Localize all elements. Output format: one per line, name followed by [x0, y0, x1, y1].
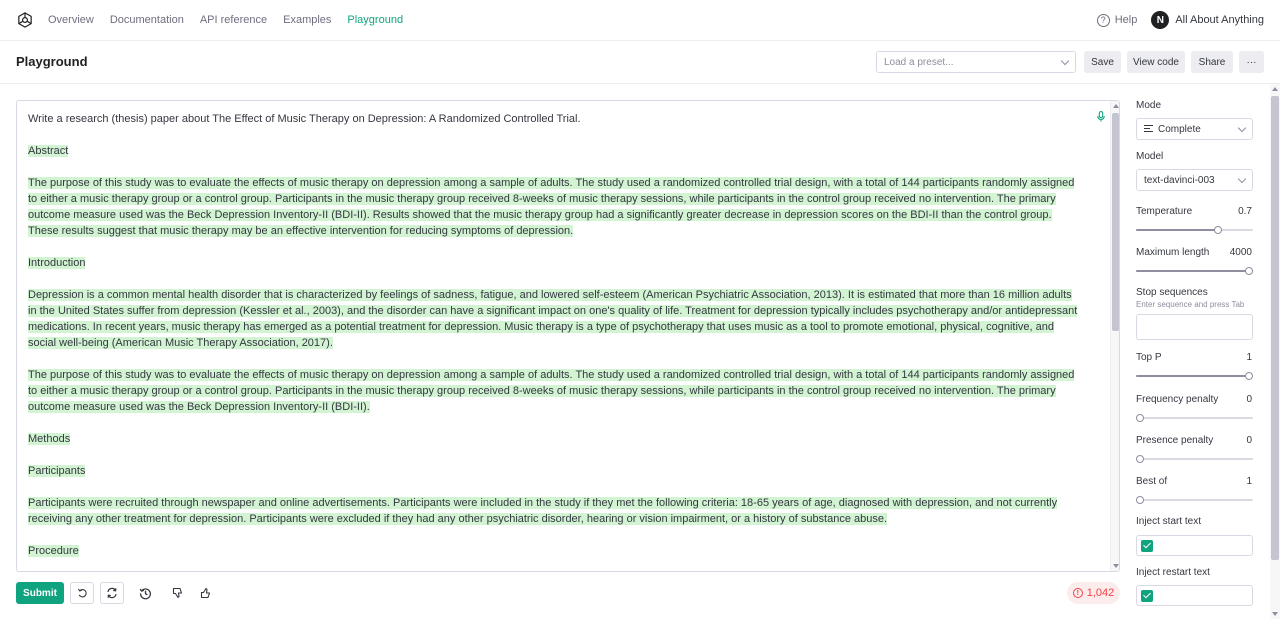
nav-links [48, 0, 403, 40]
save-button[interactable]: Save [1084, 51, 1121, 73]
chevron-down-icon [1061, 56, 1069, 64]
slider-fill [1136, 229, 1218, 231]
editor-paragraph [28, 175, 1080, 239]
prompt-text: Write a research (thesis) paper about The Effect of Music Therapy on Depression: A Randomized Controlled Trial. [28, 113, 581, 125]
inject-start-field[interactable] [1136, 535, 1253, 556]
avatar: N [1151, 11, 1169, 29]
top-p-slider[interactable] [1136, 372, 1253, 380]
top-nav [0, 0, 1280, 41]
prompt-editor[interactable] [16, 100, 1120, 572]
scroll-up-arrow-icon[interactable] [1113, 104, 1119, 108]
temperature-label: Temperature [1136, 206, 1193, 217]
inject-start-checkbox[interactable] [1141, 540, 1153, 552]
slider-track [1136, 499, 1253, 501]
frequency-penalty-label: Frequency penalty [1136, 394, 1219, 405]
playground-header [0, 41, 1280, 84]
slider-thumb[interactable] [1136, 414, 1144, 422]
page-scrollbar[interactable] [1270, 84, 1280, 619]
editor-paragraph [28, 111, 1080, 127]
frequency-penalty-value[interactable]: 0 [1246, 394, 1252, 405]
complete-mode-icon [1144, 125, 1153, 133]
preset-placeholder: Load a preset... [884, 56, 954, 68]
token-count: 1,042 [1086, 587, 1115, 599]
presence-penalty-slider[interactable] [1136, 455, 1253, 463]
editor-scrollbar[interactable] [1110, 101, 1120, 571]
model-select[interactable] [1136, 169, 1253, 191]
max-length-slider[interactable] [1136, 267, 1253, 275]
editor-paragraph [28, 495, 1080, 527]
completion-text: Procedure [28, 545, 79, 557]
best-of-value[interactable]: 1 [1246, 476, 1252, 487]
slider-thumb[interactable] [1136, 496, 1144, 504]
editor-text[interactable] [28, 111, 1080, 572]
editor-paragraph [28, 143, 1080, 159]
frequency-penalty-slider[interactable] [1136, 414, 1253, 422]
slider-thumb[interactable] [1245, 372, 1253, 380]
completion-text: The purpose of this study was to evaluate the effects of music therapy on depression among a sample of adults. The study used a randomized controlled trial design, with a total of 144 participants randomly assigned to either a music therapy group or a control group. Participants in the music therapy group received 8-weeks of music therapy sessions, while participants in the control group received no intervention. The primary outcome measure used was the Beck Depression Inventory-II (BDI-II). [28, 369, 1075, 413]
best-of-label: Best of [1136, 476, 1168, 487]
preset-select[interactable] [876, 51, 1076, 73]
best-of-slider[interactable] [1136, 496, 1253, 504]
stop-sequences-label: Stop sequences [1136, 287, 1208, 298]
top-p-value[interactable]: 1 [1246, 352, 1252, 363]
thumbs-up-button[interactable] [194, 582, 218, 604]
chevron-down-icon [1238, 123, 1246, 131]
thumbs-up-icon [200, 587, 212, 599]
share-button[interactable]: Share [1191, 51, 1233, 73]
completion-text: Abstract [28, 145, 69, 157]
nav-link-playground[interactable]: Playground [347, 14, 404, 26]
nav-link-overview[interactable]: Overview [48, 14, 94, 26]
nav-right [1097, 0, 1264, 40]
stop-sequences-input[interactable] [1136, 314, 1253, 340]
microphone-icon[interactable] [1097, 111, 1105, 122]
stop-sequences-hint: Enter sequence and press Tab [1136, 300, 1245, 309]
inject-start-label: Inject start text [1136, 516, 1202, 527]
model-label: Model [1136, 151, 1164, 162]
token-count-badge [1067, 582, 1120, 604]
org-name: All About Anything [1175, 14, 1264, 26]
regenerate-button[interactable] [100, 582, 124, 604]
undo-icon [77, 588, 88, 599]
presence-penalty-label: Presence penalty [1136, 435, 1214, 446]
view-code-button[interactable]: View code [1127, 51, 1185, 73]
editor-paragraph [28, 255, 1080, 271]
editor-paragraph [28, 543, 1080, 559]
help-label: Help [1114, 14, 1138, 26]
thumbs-down-button[interactable] [166, 582, 190, 604]
page-title: Playground [16, 54, 88, 69]
undo-button[interactable] [70, 582, 94, 604]
completion-text: Participants were recruited through newspaper and online advertisements. Participants were included in the study if they met the following criteria: 18-65 years of age, diagnosed with depression, and not currently receiving any other treatment for depression. Participants were excluded if they had any other psychiatric disorder, hearing or vision impairment, or a history of substance abuse. [28, 497, 1058, 525]
slider-thumb[interactable] [1245, 267, 1253, 275]
help-icon: ? [1097, 14, 1110, 27]
slider-track [1136, 458, 1253, 460]
history-button[interactable] [133, 582, 157, 604]
history-icon [139, 587, 152, 600]
completion-text: Participants [28, 465, 86, 477]
slider-track [1136, 417, 1253, 419]
submit-button[interactable]: Submit [16, 582, 64, 604]
help-link[interactable] [1097, 14, 1138, 27]
thumbs-down-icon [172, 587, 184, 599]
editor-paragraph [28, 367, 1080, 415]
completion-text: Methods [28, 433, 71, 445]
slider-thumb[interactable] [1214, 226, 1222, 234]
nav-link-examples[interactable]: Examples [283, 14, 332, 26]
temperature-slider[interactable] [1136, 226, 1253, 234]
chevron-down-icon [1238, 174, 1246, 182]
page-scroll-thumb[interactable] [1271, 96, 1279, 560]
model-value: text-davinci-003 [1144, 174, 1215, 186]
top-p-label: Top P [1136, 352, 1162, 363]
scroll-up-arrow-icon[interactable] [1272, 87, 1278, 91]
more-options-button[interactable]: ··· [1239, 51, 1264, 73]
mode-value: Complete [1158, 123, 1201, 135]
slider-thumb[interactable] [1136, 455, 1144, 463]
scroll-down-arrow-icon[interactable] [1113, 564, 1119, 568]
completion-text: Introduction [28, 257, 86, 269]
mode-select[interactable] [1136, 118, 1253, 140]
warning-icon: ! [1073, 588, 1083, 598]
org-menu[interactable] [1151, 11, 1264, 29]
completion-text: The purpose of this study was to evaluate the effects of music therapy on depression among a sample of adults. The study used a randomized controlled trial design, with a total of 144 participants randomly assigned to either a music therapy group or a control group. Participants in the music therapy group received 8-weeks of music therapy sessions, while participants in the control group received no intervention. The primary outcome measure used was the Beck Depression Inventory-II (BDI-II). Results showed that the music therapy group had a significantly greater decrease in depression scores on the BDI-II than the control group. These results suggest that music therapy may be an effective intervention for reducing symptoms of depression. [28, 177, 1075, 237]
slider-fill [1136, 375, 1253, 377]
inject-restart-field[interactable] [1136, 585, 1253, 606]
nav-link-api-reference[interactable]: API reference [199, 14, 268, 26]
max-length-label: Maximum length [1136, 247, 1210, 258]
mode-label: Mode [1136, 100, 1162, 111]
editor-paragraph [28, 287, 1080, 351]
inject-restart-checkbox[interactable] [1141, 590, 1153, 602]
scroll-down-arrow-icon[interactable] [1272, 612, 1278, 616]
inject-restart-label: Inject restart text [1136, 567, 1210, 578]
slider-fill [1136, 270, 1253, 272]
completion-text: Depression is a common mental health disorder that is characterized by feelings of sadness, fatigue, and lowered self-esteem (American Psychiatric Association, 2013). It is estimated that more than 16 million adults in the United States suffer from depression (Kessler et al., 2003), and the disorder can have a significant impact on one's quality of life. Treatment for depression typically includes psychotherapy and/or antidepressant medications. In recent years, music therapy has emerged as a potential treatment for depression. Music therapy is a type of psychotherapy that uses music as a tool to promote emotional, physical, cognitive, and social well-being (American Music Therapy Association, 2017). [28, 289, 1078, 349]
regenerate-icon [106, 587, 118, 599]
openai-logo-icon[interactable] [16, 11, 34, 29]
presence-penalty-value[interactable]: 0 [1246, 435, 1252, 446]
editor-paragraph [28, 431, 1080, 447]
nav-link-documentation[interactable]: Documentation [109, 14, 184, 26]
editor-scroll-thumb[interactable] [1112, 113, 1119, 331]
editor-paragraph [28, 463, 1080, 479]
temperature-value[interactable]: 0.7 [1238, 206, 1252, 217]
max-length-value[interactable]: 4000 [1229, 247, 1252, 258]
settings-sidebar [1136, 84, 1270, 619]
